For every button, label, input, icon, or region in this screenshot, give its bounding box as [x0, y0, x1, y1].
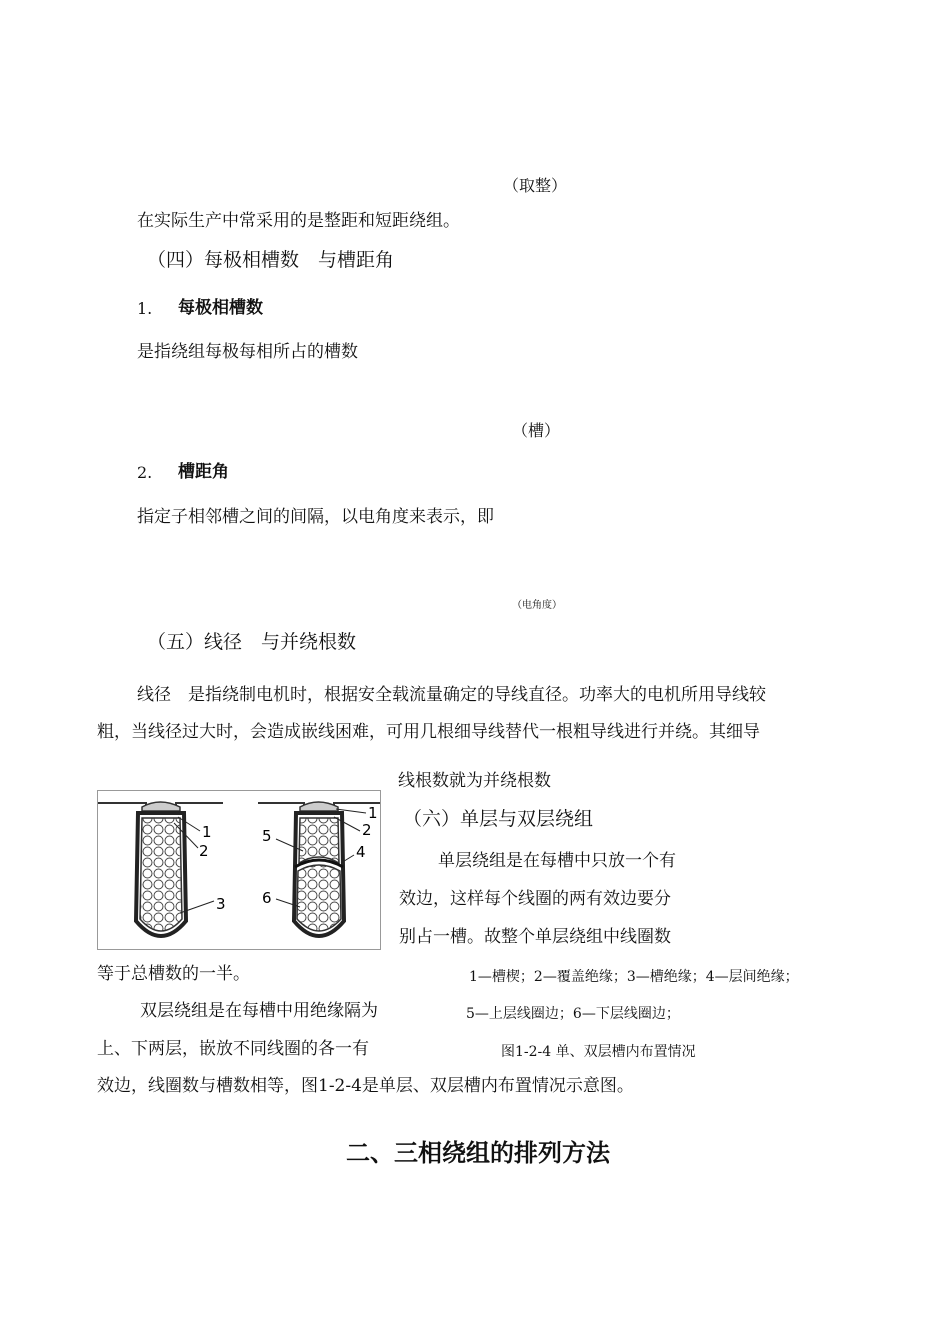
note-round: （取整） [503, 176, 568, 195]
para6-line2: 效边，这样每个线圈的两有效边要分 [399, 889, 671, 909]
section-title-4: （四）每极相槽数 与槽距角 [147, 249, 395, 271]
label-1-right: 1 [368, 804, 378, 822]
para6-line6: 上、下两层，嵌放不同线圈的各一有 [97, 1039, 369, 1059]
label-2-left: 2 [199, 842, 209, 860]
label-4-right: 4 [356, 843, 366, 861]
para5-line2: 粗，当线径过大时，会造成嵌线困难，可用几根细导线替代一根粗导线进行并绕。其细导 [97, 722, 760, 742]
label-6-right: 6 [262, 889, 272, 907]
para5-line1: 线径 是指绕制电机时，根据安全载流量确定的导线直径。功率大的电机所用导线较 [137, 685, 766, 705]
practice-line: 在实际生产中常采用的是整距和短距绕组。 [137, 211, 460, 231]
note-slot: （槽） [512, 421, 561, 440]
item1-desc: 是指绕组每极每相所占的槽数 [137, 342, 358, 362]
figure-caption: 图1-2-4 单、双层槽内布置情况 [501, 1044, 696, 1060]
para6-line7: 效边，线圈数与槽数相等，图1-2-4是单层、双层槽内布置情况示意图。 [97, 1076, 634, 1096]
section-title-6: （六）单层与双层绕组 [403, 808, 594, 830]
para5-line3: 线根数就为并绕根数 [398, 771, 551, 791]
item2-number: 2. [137, 463, 153, 482]
label-3-left: 3 [216, 895, 226, 913]
section-title-5: （五）线径 与并绕根数 [147, 631, 357, 653]
para6-line1: 单层绕组是在每槽中只放一个有 [438, 851, 676, 871]
label-2-right: 2 [362, 821, 372, 839]
label-1-left: 1 [202, 823, 212, 841]
item1-number: 1. [137, 299, 153, 318]
para6-line4: 等于总槽数的一半。 [97, 964, 250, 984]
item2-title: 槽距角 [178, 462, 229, 482]
label-5-right: 5 [262, 827, 272, 845]
section-heading-2: 二、三相绕组的排列方法 [346, 1139, 610, 1167]
para6-line3: 别占一槽。故整个单层绕组中线圈数 [399, 927, 671, 947]
item2-desc: 指定子相邻槽之间的间隔，以电角度来表示，即 [137, 507, 494, 527]
para6-line5: 双层绕组是在每槽中用绝缘隔为 [140, 1001, 378, 1021]
figure-legend-line1: 1—槽楔；2—覆盖绝缘；3—槽绝缘；4—层间绝缘； [469, 969, 799, 985]
figure-legend-line2: 5—上层线圈边；6—下层线圈边； [466, 1006, 680, 1022]
note-elec: （电角度） [512, 600, 562, 611]
slot-diagram [97, 790, 381, 950]
single-layer-slot [98, 802, 226, 936]
double-layer-slot [258, 802, 380, 936]
item1-title: 每极相槽数 [178, 298, 263, 318]
